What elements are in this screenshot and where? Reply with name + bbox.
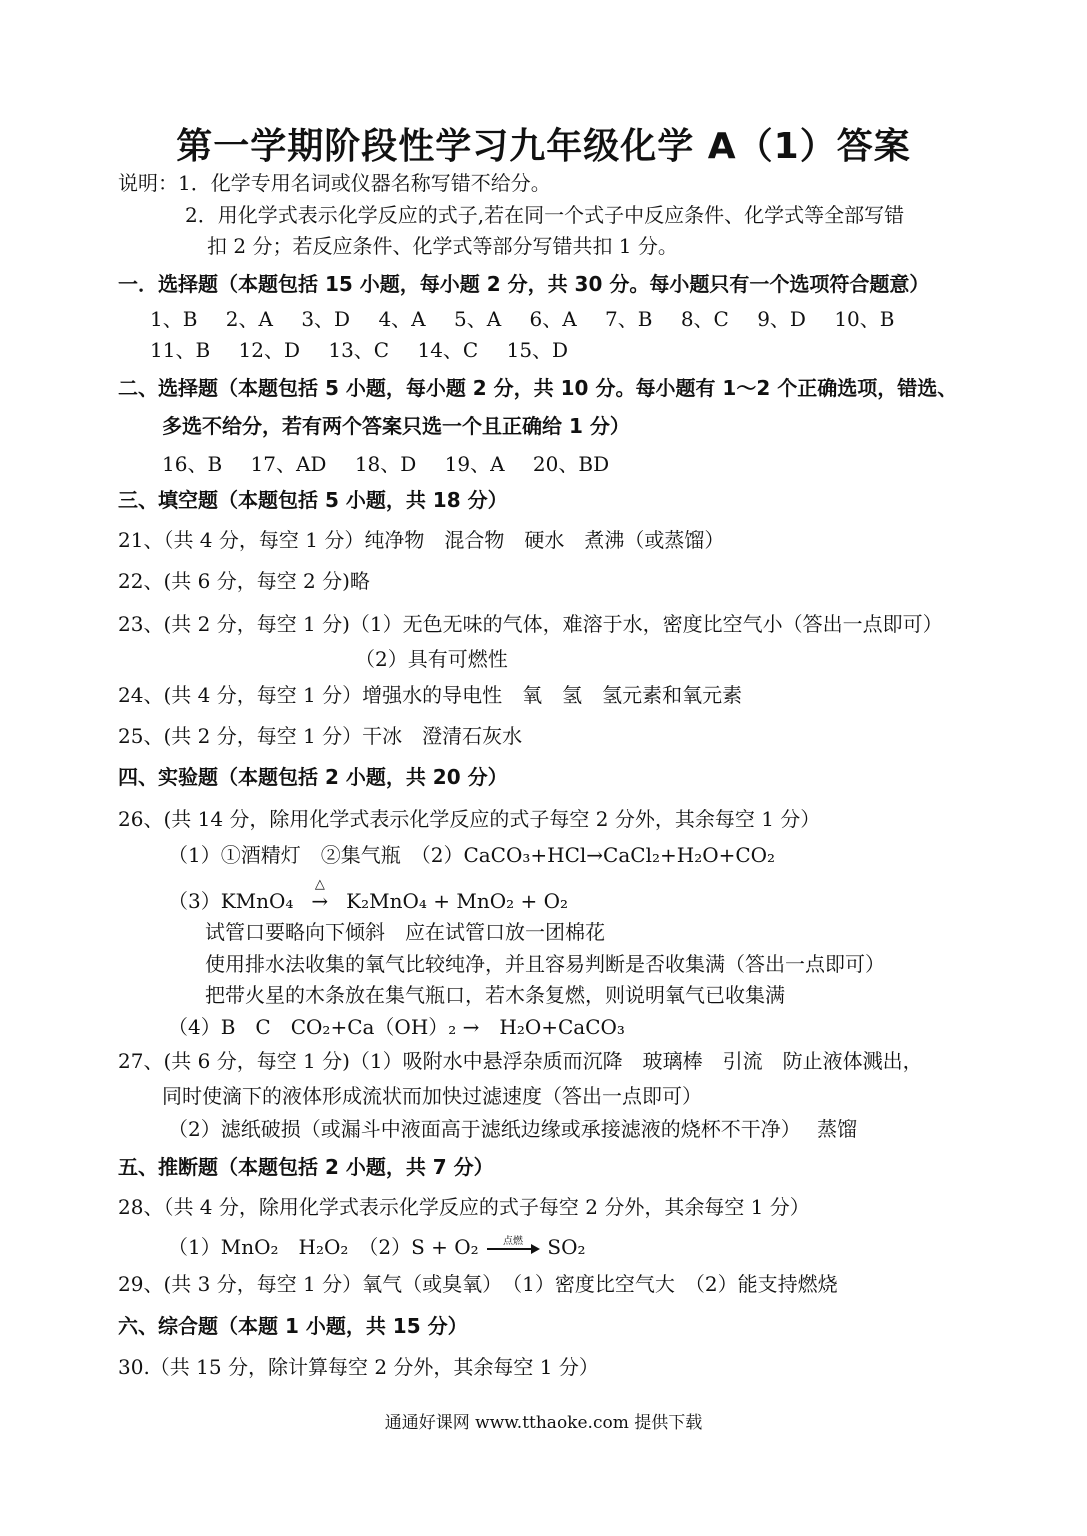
answer-24: 24、(共 4 分，每空 1 分）增强水的导电性 氧 氢 氢元素和氧元素: [118, 683, 743, 707]
answer-item: 12、D: [238, 338, 300, 362]
equation-reactants: （1）MnO₂ H₂O₂ （2）S + O₂: [168, 1235, 479, 1259]
answer-item: 3、D: [301, 307, 351, 331]
section-1-heading: 一．选择题（本题包括 15 小题，每小题 2 分，共 30 分。每小题只有一个选项符合题意）: [118, 272, 930, 296]
answer-26-part-4: （4）B C CO₂+Ca（OH）₂ → H₂O+CaCO₃: [168, 1015, 625, 1039]
answer-26-part-1-2: （1）①酒精灯 ②集气瓶 （2）CaCO₃+HCl→CaCl₂+H₂O+CO₂: [168, 843, 776, 867]
answer-item: 18、D: [354, 452, 417, 476]
ignition-arrow-icon: 点燃: [485, 1243, 541, 1255]
answer-28: 28、（共 4 分，除用化学式表示化学反应的式子每空 2 分外，其余每空 1 分）: [118, 1195, 810, 1219]
page-footer: 通通好课网 www.tthaoke.com 提供下载: [384, 1413, 703, 1433]
answer-item: 14、C: [417, 338, 479, 362]
section-3-heading: 三、填空题（本题包括 5 小题，共 18 分）: [118, 488, 508, 512]
answer-21: 21、（共 4 分，每空 1 分）纯净物 混合物 硬水 煮沸（或蒸馏）: [118, 528, 725, 552]
answer-29: 29、(共 3 分，每空 1 分）氧气（或臭氧） （1）密度比空气大 （2）能支持燃烧: [118, 1272, 838, 1296]
answer-item: 4、A: [378, 307, 426, 331]
answer-item: 10、B: [834, 307, 895, 331]
heat-arrow-icon: △ →: [311, 877, 329, 913]
answer-26-part-3b: 使用排水法收集的氧气比较纯净，并且容易判断是否收集满（答出一点即可）: [205, 952, 885, 976]
section-5-heading: 五、推断题（本题包括 2 小题，共 7 分）: [118, 1155, 494, 1179]
answer-item: 6、A: [529, 307, 577, 331]
note-2b: 扣 2 分；若反应条件、化学式等部分写错共扣 1 分。: [207, 234, 678, 258]
answer-item: 5、A: [453, 307, 502, 331]
section-4-heading: 四、实验题（本题包括 2 小题，共 20 分）: [118, 765, 508, 789]
answer-26-part-3c: 把带火星的木条放在集气瓶口，若木条复燃，则说明氧气已收集满: [205, 983, 785, 1007]
answer-28-equation: [168, 1234, 586, 1260]
page-title: 第一学期阶段性学习九年级化学 A（1）答案: [176, 126, 911, 167]
answer-item: 8、C: [680, 307, 729, 331]
answer-22: 22、(共 6 分，每空 2 分)略: [118, 569, 370, 593]
answer-item: 13、C: [328, 338, 390, 362]
note-1: 说明：1．化学专用名词或仪器名称写错不给分。: [118, 171, 551, 195]
answer-26-part-3-equation: [168, 877, 569, 914]
section-6-heading: 六、综合题（本题 1 小题，共 15 分）: [118, 1314, 468, 1338]
equation-products: K₂MnO₄ + MnO₂ + O₂: [346, 889, 569, 913]
answer-26-part-3a: 试管口要略向下倾斜 应在试管口放一团棉花: [205, 920, 605, 944]
equation-reactant: （3）KMnO₄: [168, 889, 294, 913]
answer-27-part-1-cont: 同时使滴下的液体形成流状而加快过滤速度（答出一点即可）: [162, 1084, 702, 1108]
answer-item: 17、AD: [250, 452, 327, 476]
answer-item: 19、A: [444, 452, 505, 476]
section-1-answers-row-1: [150, 306, 916, 332]
section-1-answers-row-2: [150, 337, 590, 363]
answer-27-part-1: 27、(共 6 分，每空 1 分)（1）吸附水中悬浮杂质而沉降 玻璃棒 引流 防止液体溅出，: [118, 1049, 923, 1073]
section-2-heading-b: 多选不给分，若有两个答案只选一个且正确给 1 分）: [162, 414, 630, 438]
answer-23-part-2: （2）具有可燃性: [355, 647, 508, 671]
answer-item: 16、B: [162, 452, 223, 476]
section-2-heading-a: 二、选择题（本题包括 5 小题，每小题 2 分，共 10 分。每小题有 1～2 个正确选项，错选、: [118, 376, 958, 400]
answer-item: 20、BD: [532, 452, 610, 476]
answer-30: 30.（共 15 分，除计算每空 2 分外，其余每空 1 分）: [118, 1355, 599, 1379]
answer-item: 7、B: [605, 307, 653, 331]
answer-23-part-1: 23、(共 2 分，每空 1 分)（1）无色无味的气体，难溶于水，密度比空气小（答出一点即可）: [118, 612, 943, 636]
note-2a: 2．用化学式表示化学反应的式子,若在同一个式子中反应条件、化学式等全部写错: [185, 203, 905, 227]
answer-item: 1、B: [150, 307, 198, 331]
answer-item: 9、D: [757, 307, 806, 331]
section-2-answers: [162, 451, 631, 477]
answer-27-part-2: （2）滤纸破损（或漏斗中液面高于滤纸边缘或承接滤液的烧杯不干净） 蒸馏: [168, 1117, 858, 1141]
answer-26: 26、(共 14 分，除用化学式表示化学反应的式子每空 2 分外，其余每空 1 分）: [118, 807, 821, 831]
answer-item: 2、A: [225, 307, 273, 331]
answer-item: 15、D: [506, 338, 569, 362]
answer-item: 11、B: [150, 338, 211, 362]
equation-product: SO₂: [547, 1235, 586, 1259]
answer-25: 25、(共 2 分，每空 1 分）干冰 澄清石灰水: [118, 724, 523, 748]
